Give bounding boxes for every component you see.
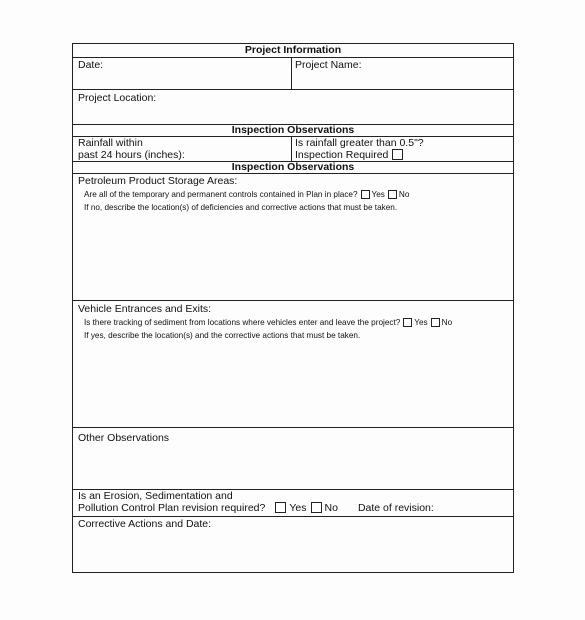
inspection-header-2 (73, 162, 513, 174)
vehicle-instruction: If yes, describe the location(s) and the corrective actions that must be taken. (84, 331, 361, 340)
petroleum-title: Petroleum Product Storage Areas: (78, 175, 238, 187)
inspection-required-checkbox[interactable] (392, 149, 403, 160)
revision-no-checkbox[interactable] (311, 502, 322, 513)
date-of-revision-label: Date of revision: (357, 502, 434, 514)
project-location-label: Project Location: (78, 92, 157, 104)
petroleum-yes-checkbox[interactable] (361, 190, 370, 199)
cell-divider (291, 137, 292, 161)
date-project-row (73, 58, 513, 90)
project-location-row (73, 90, 513, 125)
date-label: Date: (78, 59, 104, 71)
revision-question-line1: Is an Erosion, Sedimentation and (78, 490, 233, 502)
inspection-required-label: Inspection Required (295, 149, 389, 161)
rainfall-label-line1: Rainfall within (78, 137, 143, 149)
vehicle-section (73, 301, 513, 428)
rainfall-greater-label: Is rainfall greater than 0.5"? (295, 137, 424, 149)
corrective-actions-section (73, 517, 513, 572)
vehicle-yes-checkbox[interactable] (403, 318, 412, 327)
vehicle-question-line (84, 317, 452, 328)
inspection-required-line (295, 149, 406, 162)
other-observations-title: Other Observations (78, 432, 170, 444)
petroleum-no-checkbox[interactable] (388, 190, 397, 199)
inspection-form (72, 43, 514, 573)
revision-yes-checkbox[interactable] (275, 502, 286, 513)
petroleum-question-line (84, 189, 409, 200)
revision-question-line2-row (78, 502, 434, 515)
inspection-title-2: Inspection Observations (231, 161, 355, 173)
rainfall-label-line2: past 24 hours (inches): (78, 149, 185, 161)
inspection-header (73, 125, 513, 137)
other-observations-section (73, 428, 513, 490)
vehicle-title: Vehicle Entrances and Exits: (78, 303, 212, 315)
revision-row (73, 490, 513, 517)
revision-yes-label: Yes (289, 502, 307, 514)
petroleum-question: Are all of the temporary and permanent controls contained in Plan in place? (84, 190, 358, 199)
revision-question-line2: Pollution Control Plan revision required? (78, 502, 266, 514)
petroleum-instruction: If no, describe the location(s) of deficiencies and corrective actions that must be taken. (84, 203, 398, 212)
petroleum-yes-label: Yes (371, 190, 385, 199)
petroleum-section (73, 174, 513, 301)
project-name-label: Project Name: (295, 59, 362, 71)
vehicle-yes-label: Yes (414, 318, 428, 327)
vehicle-no-checkbox[interactable] (431, 318, 440, 327)
inspection-title: Inspection Observations (231, 124, 355, 136)
vehicle-no-label: No (441, 318, 453, 327)
vehicle-question: Is there tracking of sediment from locations where vehicles enter and leave the project? (84, 318, 401, 327)
project-info-header (73, 44, 513, 58)
revision-no-label: No (324, 502, 338, 514)
cell-divider (291, 58, 292, 89)
rainfall-row (73, 137, 513, 162)
corrective-actions-title: Corrective Actions and Date: (78, 518, 212, 530)
petroleum-no-label: No (398, 190, 410, 199)
project-info-title: Project Information (244, 44, 342, 56)
